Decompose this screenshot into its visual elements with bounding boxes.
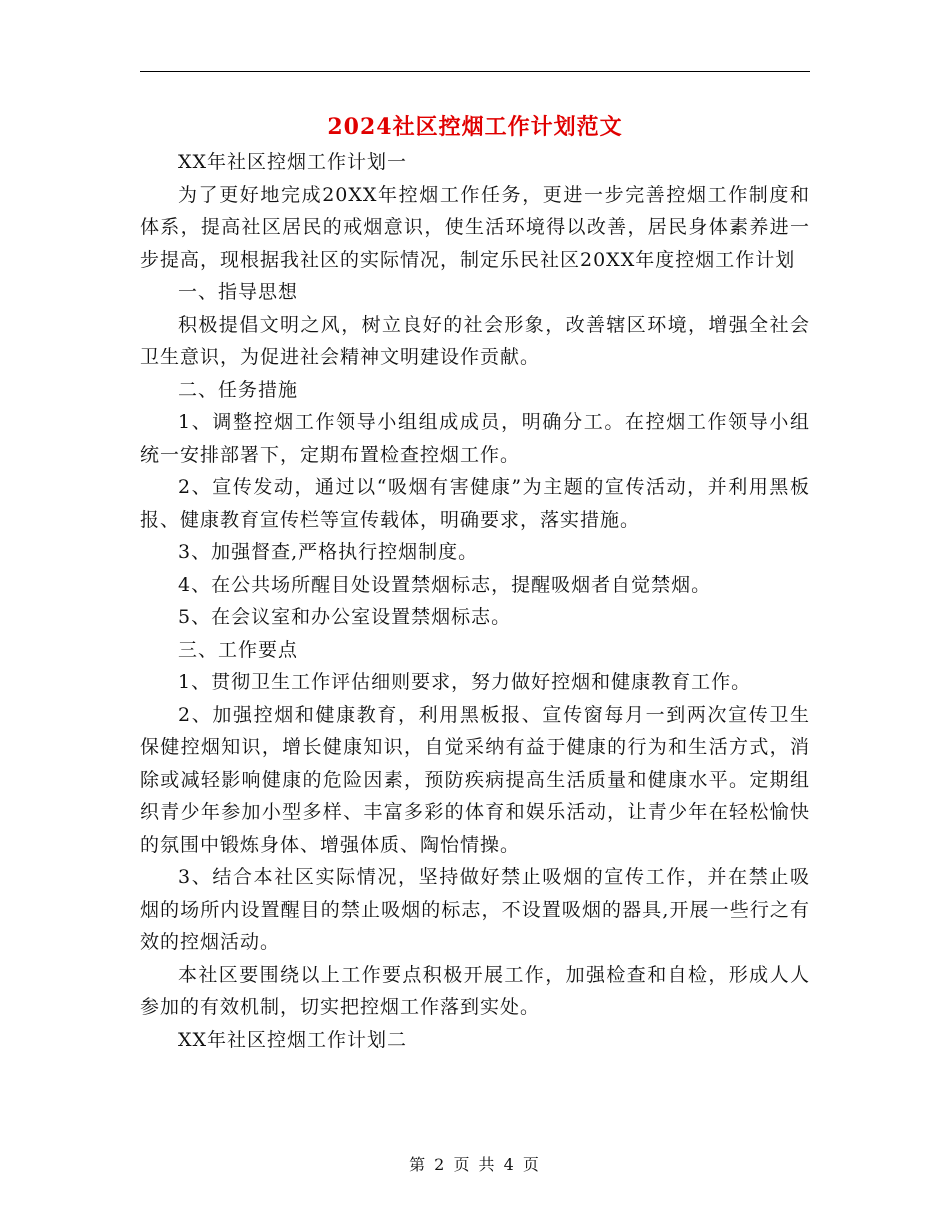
list-item-measure-1: 1、调整控烟工作领导小组组成成员，明确分工。在控烟工作领导小组统一安排部署下，定期布置检查控烟工作。 <box>140 411 810 466</box>
list-item-key-point-2: 2、加强控烟和健康教育，利用黑板报、宣传窗每月一到两次宣传卫生保健控烟知识，增长健康知识，自觉采纳有益于健康的行为和生活方式，消除或减轻影响健康的危险因素，预防疾病提高生活质量和健康水平。定期组织青少年参加小型多样、丰富多彩的体育和娱乐活动，让青少年在轻松愉快的氛围中锻炼身体、增强体质、陶怡情操。 <box>140 703 810 856</box>
paragraph-conclusion: 本社区要围绕以上工作要点积极开展工作，加强检查和自检，形成人人参加的有效机制，切实把控烟工作落到实处。 <box>140 963 810 1018</box>
list-item-measure-2: 2、宣传发动，通过以“吸烟有害健康”为主题的宣传活动，并利用黑板报、健康教育宣传栏等宣传载体，明确要求，落实措施。 <box>140 476 810 531</box>
paragraph-plan-heading-2: XX年社区控烟工作计划二 <box>178 1028 408 1051</box>
section-heading-measures: 二、任务措施 <box>178 378 299 401</box>
page-number-footer: 第 2 页 共 4 页 <box>409 1155 541 1174</box>
paragraph-guiding-ideas: 积极提倡文明之风，树立良好的社会形象，改善辖区环境，增强全社会卫生意识，为促进社会精神文明建设作贡献。 <box>140 313 810 368</box>
paragraph-plan-heading-1: XX年社区控烟工作计划一 <box>178 151 408 173</box>
list-item-key-point-1: 1、贯彻卫生工作评估细则要求，努力做好控烟和健康教育工作。 <box>178 671 752 693</box>
list-item-measure-5: 5、在会议室和办公室设置禁烟标志。 <box>178 606 512 628</box>
section-heading-key-points: 三、工作要点 <box>178 638 299 661</box>
list-item-key-point-3: 3、结合本社区实际情况，坚持做好禁止吸烟的宣传工作，并在禁止吸烟的场所内设置醒目的禁止吸烟的标志，不设置吸烟的器具,开展一些行之有效的控烟活动。 <box>140 866 810 953</box>
list-item-measure-3: 3、加强督查,严格执行控烟制度。 <box>178 541 479 563</box>
document-title: 2024社区控烟工作计划范文 <box>327 114 623 140</box>
paragraph-intro: 为了更好地完成20XX年控烟工作任务，更进一步完善控烟工作制度和体系，提高社区居民的戒烟意识，使生活环境得以改善，居民身体素养进一步提高，现根据我社区的实际情况，制定乐民社区20XX年度控烟工作计划 <box>140 183 810 271</box>
list-item-measure-4: 4、在公共场所醒目处设置禁烟标志，提醒吸烟者自觉禁烟。 <box>178 573 712 596</box>
document-body <box>140 146 810 1056</box>
section-heading-guiding-ideas: 一、指导思想 <box>178 281 299 303</box>
header-rule <box>140 71 810 72</box>
